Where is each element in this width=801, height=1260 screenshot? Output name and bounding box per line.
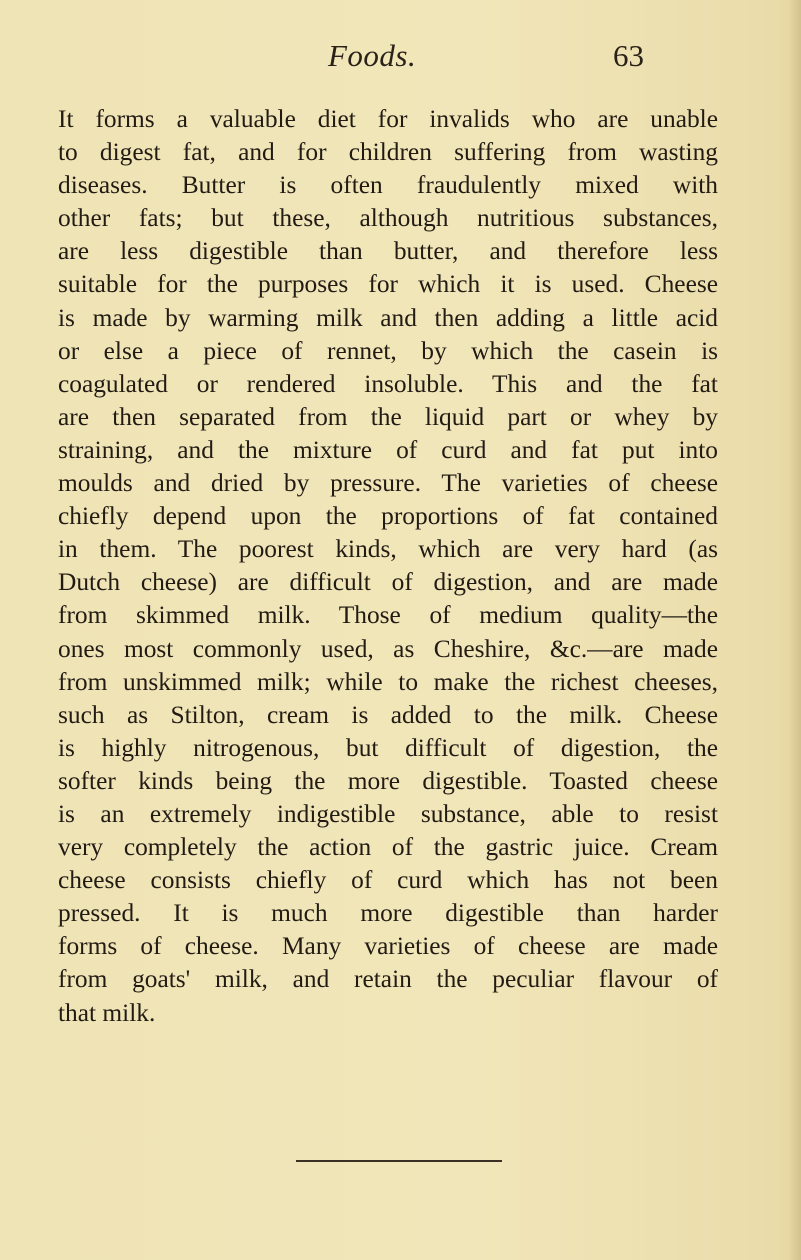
text-line: forms of cheese. Many varieties of cheese are made xyxy=(58,932,718,961)
text-line: from goats' milk, and retain the peculiar flavour of xyxy=(58,965,718,994)
text-line: straining, and the mixture of curd and fat put into xyxy=(58,435,718,464)
text-line: is highly nitrogenous, but difficult of digestion, the xyxy=(58,733,718,762)
text-line: diseases. Butter is often fraudulently mixed with xyxy=(58,171,718,200)
text-line: Dutch cheese) are difficult of digestion, and are made xyxy=(58,568,718,597)
text-line: that milk. xyxy=(58,998,156,1027)
text-line: from skimmed milk. Those of medium quality—the xyxy=(58,601,718,630)
text-line: are then separated from the liquid part or whey by xyxy=(58,402,718,431)
text-line: to digest fat, and for children suffering from wasting xyxy=(58,138,718,167)
text-line: or else a piece of rennet, by which the casein is xyxy=(58,336,718,365)
text-line: softer kinds being the more digestible. Toasted cheese xyxy=(58,766,718,795)
page-number: 63 xyxy=(613,38,644,73)
text-line: suitable for the purposes for which it is used. Cheese xyxy=(58,270,718,299)
text-line: cheese consists chiefly of curd which has not been xyxy=(58,866,718,895)
text-line: such as Stilton, cream is added to the milk. Cheese xyxy=(58,700,718,729)
text-line: It forms a valuable diet for invalids who are unable xyxy=(58,105,718,133)
page-header xyxy=(0,38,801,88)
text-line: very completely the action of the gastric juice. Cream xyxy=(58,833,718,862)
section-end-rule xyxy=(296,1160,502,1162)
body-paragraph xyxy=(58,103,718,1030)
text-line: ones most commonly used, as Cheshire, &c.—are made xyxy=(58,634,718,663)
text-line: are less digestible than butter, and therefore less xyxy=(58,237,718,266)
text-line: moulds and dried by pressure. The varieties of cheese xyxy=(58,469,718,498)
text-line: coagulated or rendered insoluble. This and the fat xyxy=(58,369,718,398)
text-line: in them. The poorest kinds, which are very hard (as xyxy=(58,535,718,564)
text-line: other fats; but these, although nutritious substances, xyxy=(58,204,718,233)
page-edge-shadow xyxy=(789,0,801,1260)
text-line: chiefly depend upon the proportions of fat contained xyxy=(58,502,718,531)
text-line: pressed. It is much more digestible than harder xyxy=(58,899,718,928)
running-head: Foods. xyxy=(328,38,417,73)
text-line: is made by warming milk and then adding a little acid xyxy=(58,303,718,332)
text-line: is an extremely indigestible substance, able to resist xyxy=(58,799,718,828)
text-line: from unskimmed milk; while to make the richest cheeses, xyxy=(58,667,718,696)
